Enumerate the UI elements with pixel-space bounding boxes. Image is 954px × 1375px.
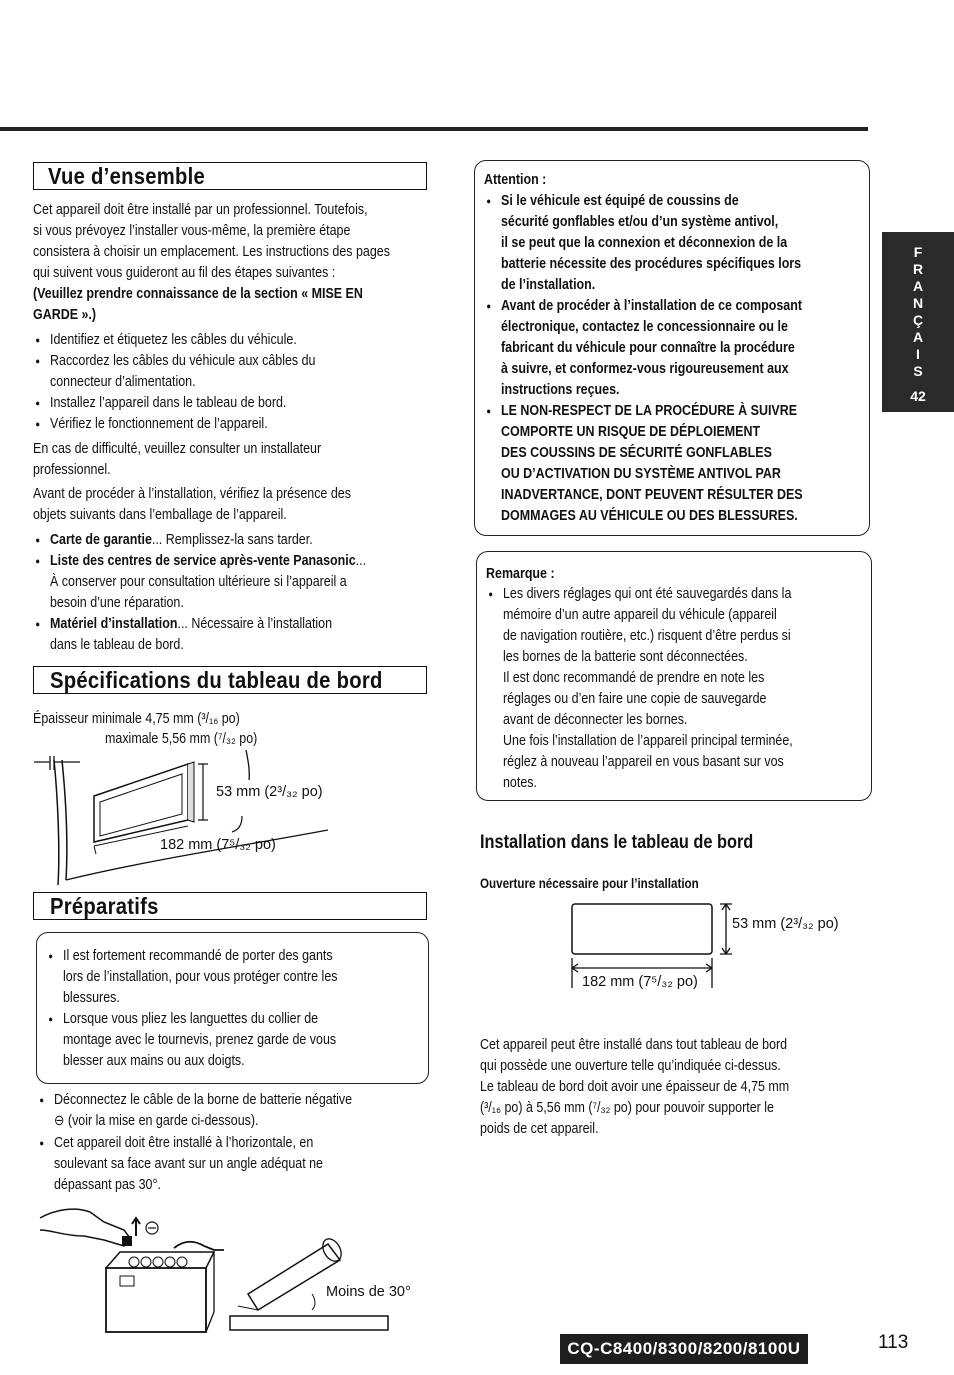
- thickness-max: maximale 5,56 mm (⁷/₃₂ po): [105, 731, 258, 747]
- step-item: ● Installez l’appareil dans le tableau de bord.: [50, 393, 286, 414]
- remark-cont: Une fois l’installation de l’appareil principal terminée,: [503, 733, 793, 749]
- remark-item: ● Les divers réglages qui ont été sauvegardés dans la: [503, 584, 791, 605]
- remark-cont: mémoire d’un autre appareil du véhicule (appareil: [503, 607, 777, 623]
- attention-cont: instructions reçues.: [501, 382, 620, 398]
- attention-title: Attention :: [484, 172, 547, 188]
- tab-letter: S: [913, 363, 923, 379]
- check-text-2: objets suivants dans l’emballage de l’appareil.: [33, 507, 287, 523]
- remark-cont: de navigation routière, etc.) risquent d’être perdus si: [503, 628, 791, 644]
- prep-title: Préparatifs: [50, 893, 159, 919]
- attention-cont: sécurité gonflables et/ou d’un système antivol,: [501, 214, 779, 230]
- prep-caution-item: ● Il est fortement recommandé de porter des gants: [63, 946, 333, 967]
- step-item: ● Vérifiez le fonctionnement de l’appareil.: [50, 414, 268, 435]
- attention-cont: à suivre, et conformez-vous rigoureusement aux: [501, 361, 789, 377]
- tab-letter: R: [912, 261, 924, 277]
- attention-cont: INADVERTANCE, DONT PEUVENT RÉSULTER DES: [501, 487, 803, 503]
- install-text: Le tableau de bord doit avoir une épaisseur de 4,75 mm: [480, 1079, 790, 1095]
- attention-cont: de l’installation.: [501, 277, 596, 293]
- attention-item: ● LE NON-RESPECT DE LA PROCÉDURE À SUIVRE: [501, 401, 797, 422]
- overview-intro-4: qui suivent vous guideront au fil des étapes suivantes :: [33, 265, 336, 281]
- page-number: 113: [878, 1332, 909, 1353]
- remark-cont: Il est donc recommandé de prendre en note les: [503, 670, 765, 686]
- prep-step-cont: dépassant pas 30°.: [54, 1177, 161, 1193]
- package-item-cont: dans le tableau de bord.: [50, 637, 184, 653]
- prep-caution-cont: montage avec le tournevis, prenez garde de vous: [63, 1032, 337, 1048]
- install-title: Installation dans le tableau de bord: [480, 832, 754, 853]
- package-item: ● Matériel d’installation... Nécessaire à l’installation: [50, 614, 332, 635]
- prep-caution-cont: blesser aux mains ou aux doigts.: [63, 1053, 245, 1069]
- package-item: ● Liste des centres de service après-vente Panasonic...: [50, 551, 366, 572]
- package-item-cont: besoin d’une réparation.: [50, 595, 184, 611]
- attention-cont: OU D’ACTIVATION DU SYSTÈME ANTIVOL PAR: [501, 466, 781, 482]
- install-text: Cet appareil peut être installé dans tout tableau de bord: [480, 1037, 788, 1053]
- opening-width-label: 182 mm (7⁵/₃₂ po): [582, 974, 698, 990]
- angle-label: Moins de 30°: [326, 1284, 411, 1300]
- overview-intro-2: si vous prévoyez l’installer vous-même, la première étape: [33, 223, 351, 239]
- prep-caution-item: ● Lorsque vous pliez les languettes du collier de: [63, 1009, 318, 1030]
- battery-illustration: [34, 1200, 234, 1340]
- remark-cont: réglages ou d’en faire une copie de sauvegarde: [503, 691, 767, 707]
- attention-item: ● Avant de procéder à l’installation de ce composant: [501, 296, 802, 317]
- dashboard-diagram: [28, 750, 408, 890]
- tab-letter: N: [912, 295, 924, 311]
- overview-warning-1: (Veuillez prendre connaissance de la section « MISE EN: [33, 286, 363, 302]
- opening-diagram: [566, 896, 866, 996]
- specs-title: Spécifications du tableau de bord: [50, 667, 383, 693]
- difficulty-text-1: En cas de difficulté, veuillez consulter un installateur: [33, 441, 322, 457]
- attention-cont: il se peut que la connexion et déconnexion de la: [501, 235, 788, 251]
- remark-cont: avant de déconnecter les bornes.: [503, 712, 688, 728]
- prep-step: ● Cet appareil doit être installé à l’horizontale, en: [54, 1133, 313, 1154]
- attention-cont: DOMMAGES AU VÉHICULE OU DES BLESSURES.: [501, 508, 798, 524]
- remark-title: Remarque :: [486, 566, 555, 582]
- overview-warning-2: GARDE ».): [33, 307, 97, 323]
- attention-item: ● Si le véhicule est équipé de coussins de: [501, 191, 739, 212]
- angle-diagram: [228, 1230, 428, 1340]
- install-subtitle: Ouverture nécessaire pour l’installation: [480, 876, 699, 891]
- prep-caution-cont: blessures.: [63, 990, 120, 1006]
- tab-page-number: 42: [910, 388, 926, 404]
- thickness-min: Épaisseur minimale 4,75 mm (³/₁₆ po): [33, 711, 240, 727]
- remark-cont: les bornes de la batterie sont déconnectées.: [503, 649, 748, 665]
- install-text: poids de cet appareil.: [480, 1121, 599, 1137]
- overview-title: Vue d’ensemble: [48, 163, 206, 189]
- tab-letter: A: [912, 278, 924, 294]
- attention-cont: fabricant du véhicule pour connaître la procédure: [501, 340, 795, 356]
- check-text-1: Avant de procéder à l’installation, vérifiez la présence des: [33, 486, 351, 502]
- install-text: qui possède une ouverture telle qu’indiquée ci-dessus.: [480, 1058, 781, 1074]
- remark-cont: notes.: [503, 775, 537, 791]
- attention-cont: électronique, contactez le concessionnaire ou le: [501, 319, 788, 335]
- language-tab: [882, 232, 954, 412]
- attention-cont: COMPORTE UN RISQUE DE DÉPLOIEMENT: [501, 424, 761, 440]
- step-item-cont: connecteur d’alimentation.: [50, 374, 196, 390]
- tab-letter: F: [913, 244, 923, 260]
- install-text: (³/₁₆ po) à 5,56 mm (⁷/₃₂ po) pour pouvoir supporter le: [480, 1100, 774, 1116]
- remark-cont: réglez à nouveau l’appareil en vous basant sur vos: [503, 754, 784, 770]
- package-item: ● Carte de garantie... Remplissez-la sans tarder.: [50, 530, 313, 551]
- tab-letter: I: [916, 346, 920, 362]
- specs-height-label: 53 mm (2³/₃₂ po): [216, 784, 323, 800]
- difficulty-text-2: professionnel.: [33, 462, 111, 478]
- top-rule: [0, 127, 868, 131]
- overview-intro-3: consistera à choisir un emplacement. Les instructions des pages: [33, 244, 390, 260]
- prep-step-cont: ⊖ (voir la mise en garde ci-dessous).: [54, 1113, 259, 1129]
- prep-step: ● Déconnectez le câble de la borne de batterie négative: [54, 1090, 352, 1111]
- specs-width-label: 182 mm (7⁵/₃₂ po): [160, 837, 276, 853]
- step-item: ● Raccordez les câbles du véhicule aux câbles du: [50, 351, 315, 372]
- overview-intro-1: Cet appareil doit être installé par un professionnel. Toutefois,: [33, 202, 368, 218]
- step-item: ● Identifiez et étiquetez les câbles du véhicule.: [50, 330, 297, 351]
- prep-step-cont: soulevant sa face avant sur un angle adéquat ne: [54, 1156, 324, 1172]
- package-item-cont: À conserver pour consultation ultérieure si l’appareil a: [50, 574, 347, 590]
- model-footer: CQ-C8400/8300/8200/8100U: [560, 1334, 808, 1364]
- opening-height-label: 53 mm (2³/₃₂ po): [732, 916, 839, 932]
- tab-letter: Ç: [912, 312, 924, 328]
- attention-cont: DES COUSSINS DE SÉCURITÉ GONFLABLES: [501, 445, 772, 461]
- attention-cont: batterie nécessite des procédures spécifiques lors: [501, 256, 802, 272]
- tab-letter: A: [912, 329, 924, 345]
- prep-caution-cont: lors de l’installation, pour vous protéger contre les: [63, 969, 338, 985]
